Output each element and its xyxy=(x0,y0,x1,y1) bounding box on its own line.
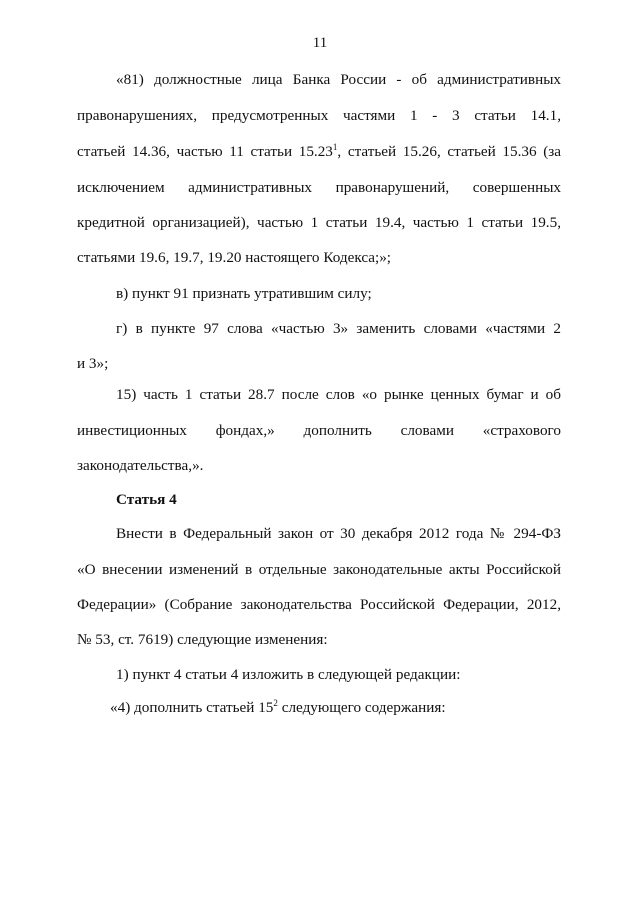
text-line: г) в пункте 97 слова «частью 3» заменить словами «частями 2 xyxy=(116,320,561,337)
text-line: правонарушениях, предусмотренных частями 1 - 3 статьи 14.1, xyxy=(77,107,561,124)
text-fragment: «4) дополнить статьей 15 xyxy=(110,699,274,716)
text-line xyxy=(110,699,561,717)
superscript: 1 xyxy=(332,142,338,152)
article-heading: Статья 4 xyxy=(116,491,177,508)
text-line: 1) пункт 4 статьи 4 изложить в следующей редакции: xyxy=(116,666,461,683)
page-number: 11 xyxy=(312,35,328,51)
text-line: «81) должностные лица Банка России - об административных xyxy=(116,71,561,88)
text-fragment: следующего содержания: xyxy=(277,699,446,716)
text-fragment: статьей 14.36, частью 11 статьи 15.23 xyxy=(77,143,333,160)
text-fragment: , статьей 15.26, статьей 15.36 (за xyxy=(337,143,561,160)
superscript: 2 xyxy=(273,698,278,708)
text-line: и 3»; xyxy=(77,355,109,372)
text-line: 15) часть 1 статьи 28.7 после слов «о рынке ценных бумаг и об xyxy=(116,386,561,403)
text-line: Внести в Федеральный закон от 30 декабря 2012 года № 294-ФЗ xyxy=(116,525,561,542)
text-line: № 53, ст. 7619) следующие изменения: xyxy=(77,631,328,648)
text-line: в) пункт 91 признать утратившим силу; xyxy=(116,285,372,302)
text-line: статьями 19.6, 19.7, 19.20 настоящего Кодекса;»; xyxy=(77,249,392,266)
text-line: инвестиционных фондах,» дополнить словами «страхового xyxy=(77,422,561,439)
text-line: исключением административных правонарушений, совершенных xyxy=(77,179,561,196)
text-line: кредитной организацией), частью 1 статьи 19.4, частью 1 статьи 19.5, xyxy=(77,214,561,231)
text-line: «О внесении изменений в отдельные законодательные акты Российской xyxy=(77,561,561,578)
text-line xyxy=(77,143,561,161)
text-line: Федерации» (Собрание законодательства Российской Федерации, 2012, xyxy=(77,596,561,613)
text-line: законодательства,». xyxy=(77,457,204,474)
